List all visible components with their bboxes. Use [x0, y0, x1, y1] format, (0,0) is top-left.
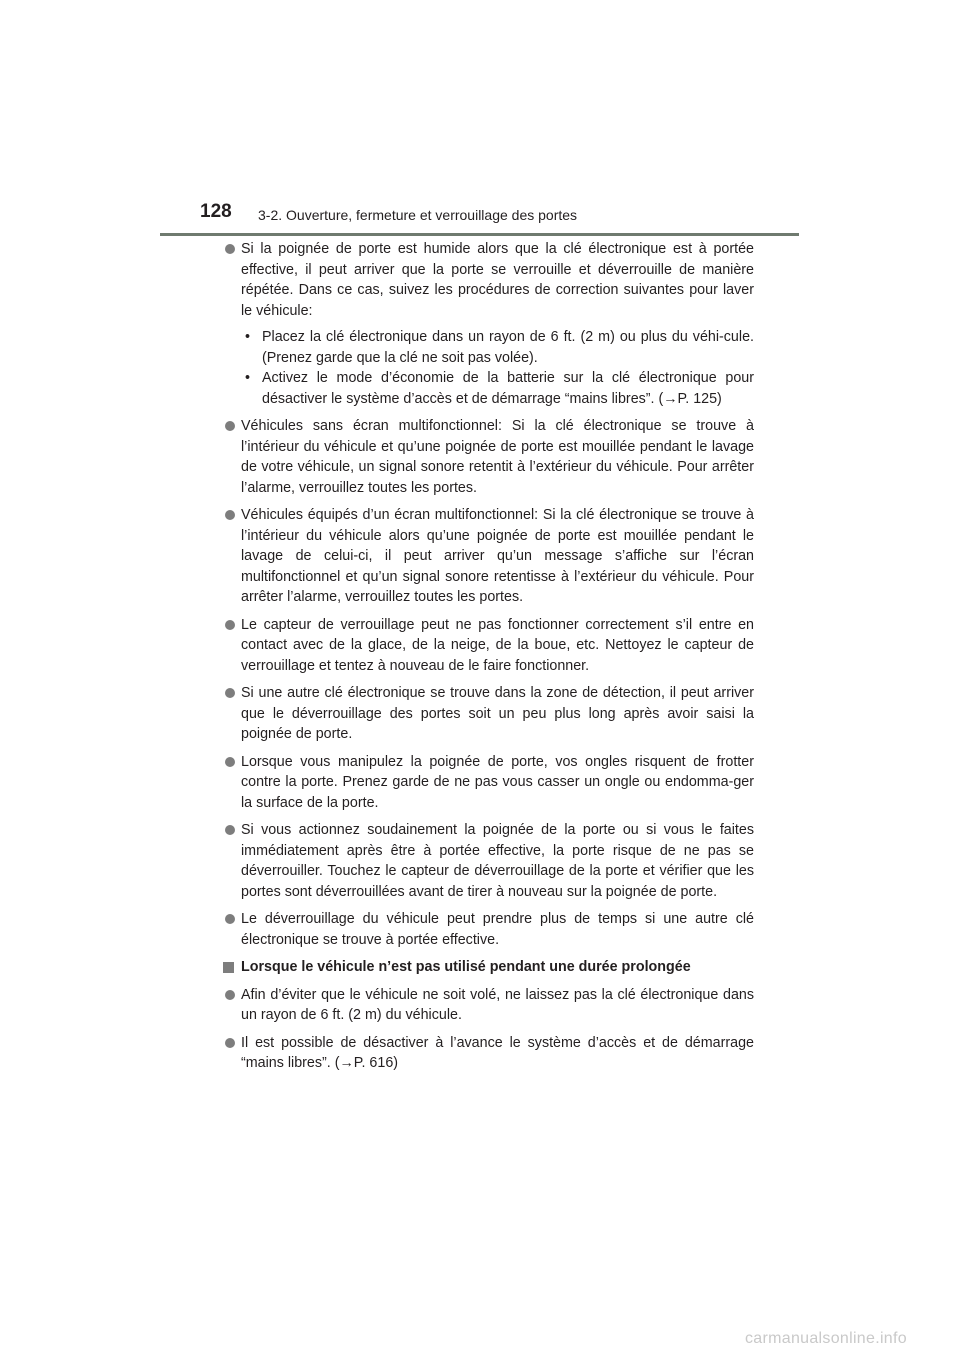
page-content — [222, 239, 754, 1081]
bullet-text: Il est possible de désactiver à l’avance le système d’accès et de démarrage “mains libres”. (→P. 616) — [241, 1034, 754, 1071]
sub-bullet-mark: • — [245, 329, 251, 345]
bullet-item — [222, 239, 754, 409]
bullet-text: Véhicules équipés d’un écran multifonctionnel: Si la clé électronique se trouve à l’intérieur du véhicule alors qu’une poignée de porte est mouillée pendant le lavage de celui-ci, il peut arriver qu’un message s’affiche sur l’écran multifonctionnel et qu’un signal sonore retentisse à l’extérieur du véhicule. Pour arrêter l’alarme, verrouillez toutes les portes. — [241, 507, 754, 605]
watermark: carmanualsonline.info — [745, 1330, 907, 1347]
sub-item — [241, 327, 754, 368]
bullet-item — [222, 909, 754, 950]
bullet-item — [222, 505, 754, 608]
sub-list — [241, 327, 754, 409]
bullet-item — [222, 820, 754, 902]
bullet-item — [222, 683, 754, 745]
sub-bullet-mark: • — [245, 370, 251, 386]
sub-item — [241, 368, 754, 409]
sub-item-text: Activez le mode d’économie de la batterie sur la clé électronique pour désactiver le système d’accès et de démarrage “mains libres”. (→P. 125) — [262, 370, 754, 407]
bullet-item — [222, 615, 754, 677]
bullet-text: Lorsque vous manipulez la poignée de porte, vos ongles risquent de frotter contre la porte. Prenez garde de ne pas vous casser un ongle ou endomma-ger la surface de la porte. — [241, 753, 754, 811]
bullet-text: Véhicules sans écran multifonctionnel: Si la clé électronique se trouve à l’intérieur du véhicule et qu’une poignée de porte est mouillée pendant le lavage de votre véhicule, un signal sonore retentit à l’extérieur du véhicule. Pour arrêter l’alarme, verrouillez toutes les portes. — [241, 418, 754, 496]
sub-item-text: Placez la clé électronique dans un rayon de 6 ft. (2 m) ou plus du véhi-cule. (Prenez garde que la clé ne soit pas volée). — [262, 329, 754, 366]
bullet-text: Si une autre clé électronique se trouve dans la zone de détection, il peut arriver que le déverrouillage des portes soit un peu plus long après avoir saisi la poignée de porte. — [241, 685, 754, 742]
bullet-item — [222, 752, 754, 814]
bullet-item — [222, 416, 754, 498]
bullet-text: Afin d’éviter que le véhicule ne soit volé, ne laissez pas la clé électronique dans un rayon de 6 ft. (2 m) du véhicule. — [241, 986, 754, 1023]
bullet-text: Si vous actionnez soudainement la poignée de la porte ou si vous le faites immédiatement après être à portée effective, la porte risque de ne pas se déverrouiller. Touchez le capteur de déverrouillage de la porte et vérifier que les portes sont déverrouillées avant de tirer à nouveau sur la poignée de porte. — [241, 822, 754, 900]
page-number: 128 — [200, 201, 232, 222]
section-heading: Lorsque le véhicule n’est pas utilisé pendant une durée prolongée — [222, 957, 754, 978]
bullet-text: Le déverrouillage du véhicule peut prendre plus de temps si une autre clé électronique se trouve à portée effective. — [241, 911, 754, 948]
bullet-text: Le capteur de verrouillage peut ne pas fonctionner correctement s’il entre en contact avec de la glace, de la neige, de la boue, etc. Nettoyez le capteur de verrouillage et tentez à nouveau de le faire fonctionner. — [241, 616, 754, 674]
bullet-text: Si la poignée de porte est humide alors que la clé électronique est à portée effective, il peut arriver que la porte se verrouille et déverrouille de manière répétée. Dans ce cas, suivez les procédures de correction suivantes pour laver le véhicule: — [241, 241, 754, 319]
bullet-item — [222, 985, 754, 1026]
section-header: 3-2. Ouverture, fermeture et verrouillage des portes — [258, 207, 578, 223]
bullet-item — [222, 1033, 754, 1074]
header-rule — [160, 233, 799, 236]
